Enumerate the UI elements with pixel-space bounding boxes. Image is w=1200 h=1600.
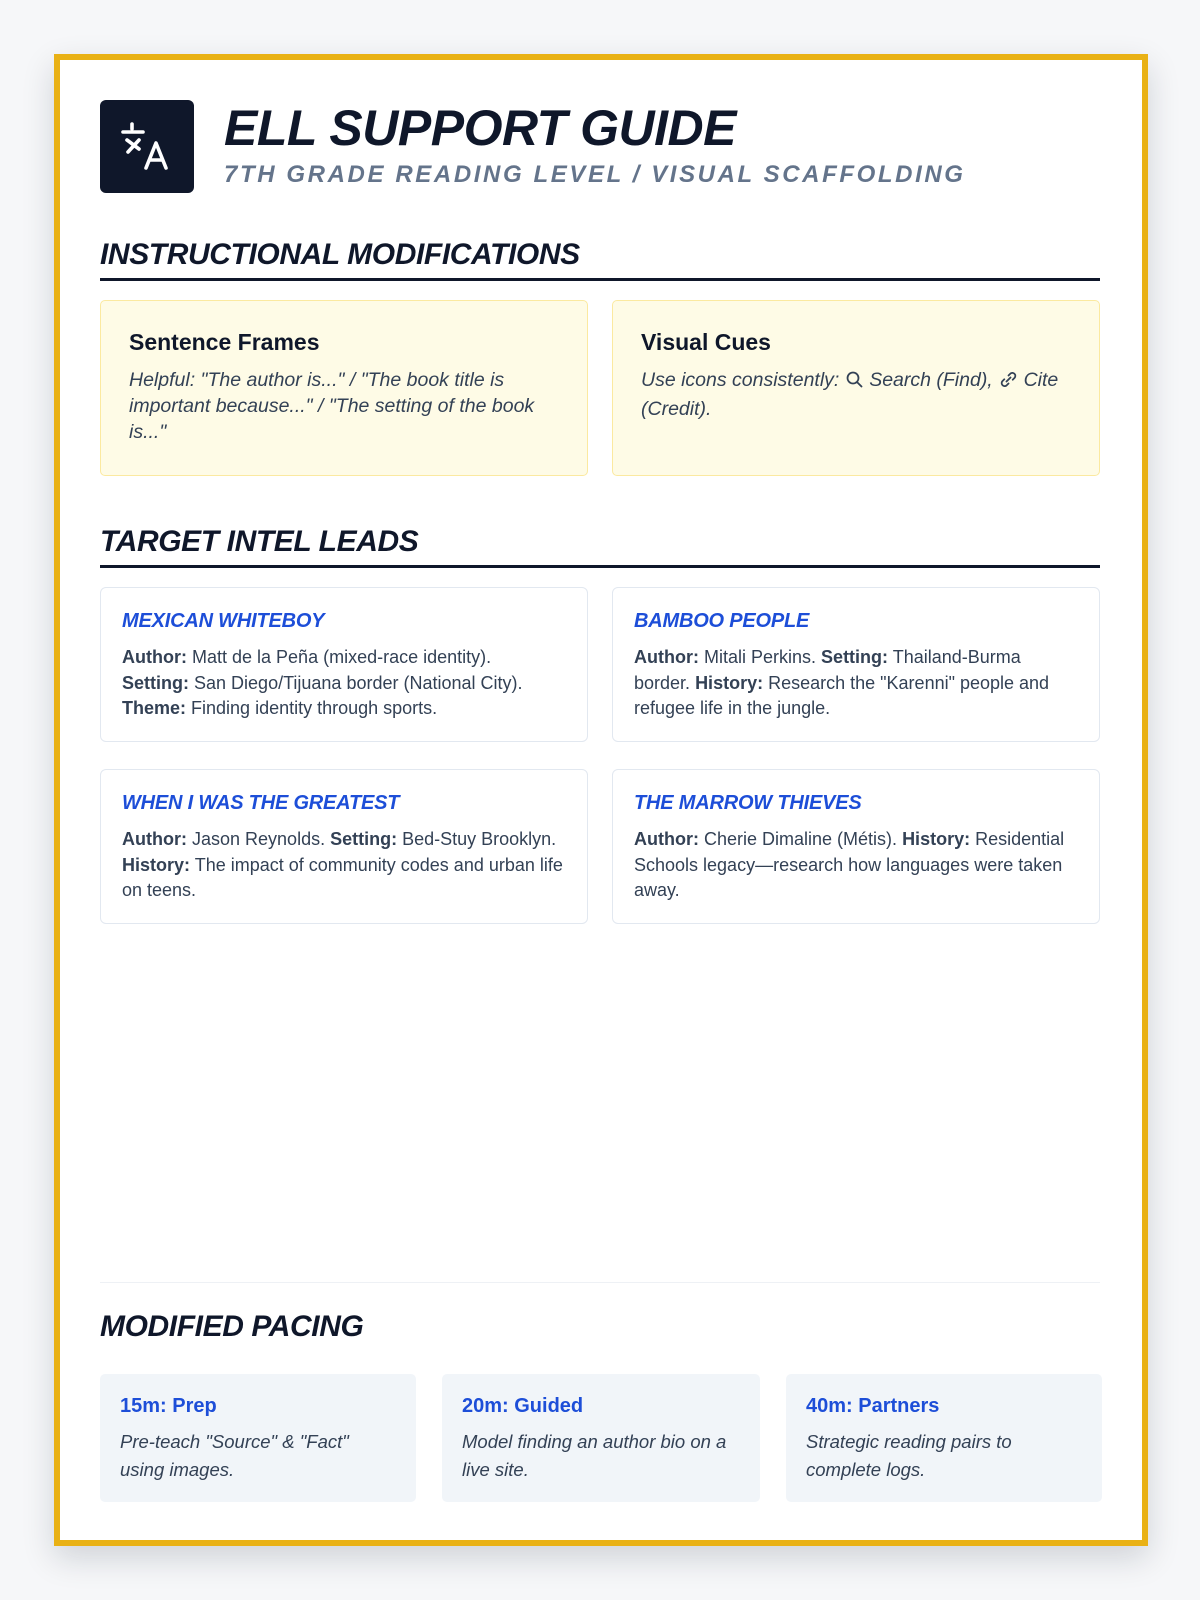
lead-label-history: History:: [902, 829, 971, 849]
modifications-heading: INSTRUCTIONAL MODIFICATIONS: [100, 240, 1100, 281]
lead-title: BAMBOO PEOPLE: [634, 610, 810, 632]
pacing-text: Model finding an author bio on a live site.: [462, 1431, 727, 1480]
lead-label-history: History:: [122, 854, 191, 875]
pacing-card-guided: [442, 1374, 760, 1502]
cite-cue-text: Cite (Credit).: [641, 369, 1059, 421]
sentence-frames-text: Helpful: "The author is..." / "The book title is important because..." / "The setting of the book is...": [129, 369, 535, 444]
lead-setting-text: Bed-Stuy Brooklyn.: [402, 829, 557, 849]
visual-cues-title: Visual Cues: [641, 329, 771, 355]
lead-title: WHEN I WAS THE GREATEST: [122, 792, 400, 814]
leads-grid-row-1: [100, 587, 1100, 742]
visual-cues-lead: Use icons consistently:: [641, 369, 840, 392]
lead-label-setting: Setting:: [821, 647, 889, 667]
guide-header: [100, 100, 966, 193]
lead-theme-text: Finding identity through sports.: [191, 698, 438, 718]
lead-title: THE MARROW THIEVES: [634, 792, 862, 814]
lead-author-text: Mitali Perkins.: [704, 647, 817, 667]
modifications-grid: [100, 300, 1100, 476]
lead-text: [634, 645, 1079, 722]
lead-card-bamboo-people: [612, 587, 1100, 742]
pacing-title: 15m: Prep: [120, 1395, 217, 1417]
search-cue-text: Search (Find),: [869, 369, 993, 392]
pacing-title: 20m: Guided: [462, 1395, 584, 1417]
link-icon: [998, 370, 1018, 396]
leads-heading: TARGET INTEL LEADS: [100, 527, 1100, 568]
lead-text: [634, 827, 1079, 904]
lead-text: [122, 827, 567, 904]
section-divider: [100, 1282, 1100, 1283]
lead-label-theme: Theme:: [122, 698, 187, 718]
pacing-text: Pre-teach "Source" & "Fact" using images.: [120, 1431, 349, 1480]
visual-cues-text: [641, 367, 1073, 422]
support-guide-sheet: [54, 54, 1148, 1546]
lead-history-text: Residential Schools legacy—research how languages were taken away.: [634, 829, 1065, 900]
lead-author-text: Jason Reynolds.: [192, 829, 326, 849]
lead-label-history: History:: [695, 672, 764, 693]
pacing-heading: MODIFIED PACING: [100, 1310, 364, 1343]
lead-text: [122, 645, 567, 722]
lead-card-the-marrow-thieves: [612, 769, 1100, 924]
translate-icon: [100, 100, 194, 193]
pacing-card-prep: [100, 1374, 416, 1502]
guide-title: ELL SUPPORT GUIDE: [224, 99, 736, 156]
lead-history-text: The impact of community codes and urban life on teens.: [122, 854, 563, 900]
search-icon: [845, 370, 864, 396]
lead-label-author: Author:: [634, 829, 699, 849]
visual-cues-card: [612, 300, 1100, 476]
lead-label-setting: Setting:: [330, 829, 398, 849]
lead-label-author: Author:: [634, 647, 699, 667]
title-block: [224, 99, 966, 188]
lead-label-author: Author:: [122, 647, 187, 667]
pacing-text: Strategic reading pairs to complete logs.: [806, 1431, 1012, 1480]
pacing-grid: [100, 1374, 1100, 1502]
pacing-title: 40m: Partners: [806, 1395, 940, 1417]
lead-setting-text: Thailand-Burma border.: [634, 647, 1021, 693]
lead-title: MEXICAN WHITEBOY: [122, 610, 325, 632]
lead-history-text: Research the "Karenni" people and refugee life in the jungle.: [634, 672, 1050, 718]
lead-author-text: Matt de la Peña (mixed-race identity).: [192, 647, 492, 667]
lead-card-when-i-was-the-greatest: [100, 769, 588, 924]
leads-grid-row-2: [100, 769, 1100, 924]
lead-label-author: Author:: [122, 829, 187, 849]
pacing-card-partners: [786, 1374, 1102, 1502]
lead-setting-text: San Diego/Tijuana border (National City).: [194, 672, 523, 693]
lead-label-setting: Setting:: [122, 672, 189, 693]
sentence-frames-title: Sentence Frames: [129, 329, 320, 355]
sentence-frames-card: [100, 300, 588, 476]
guide-subtitle: 7TH GRADE READING LEVEL / VISUAL SCAFFOLDING: [224, 160, 966, 188]
lead-author-text: Cherie Dimaline (Métis).: [704, 829, 898, 849]
lead-card-mexican-whiteboy: [100, 587, 588, 742]
